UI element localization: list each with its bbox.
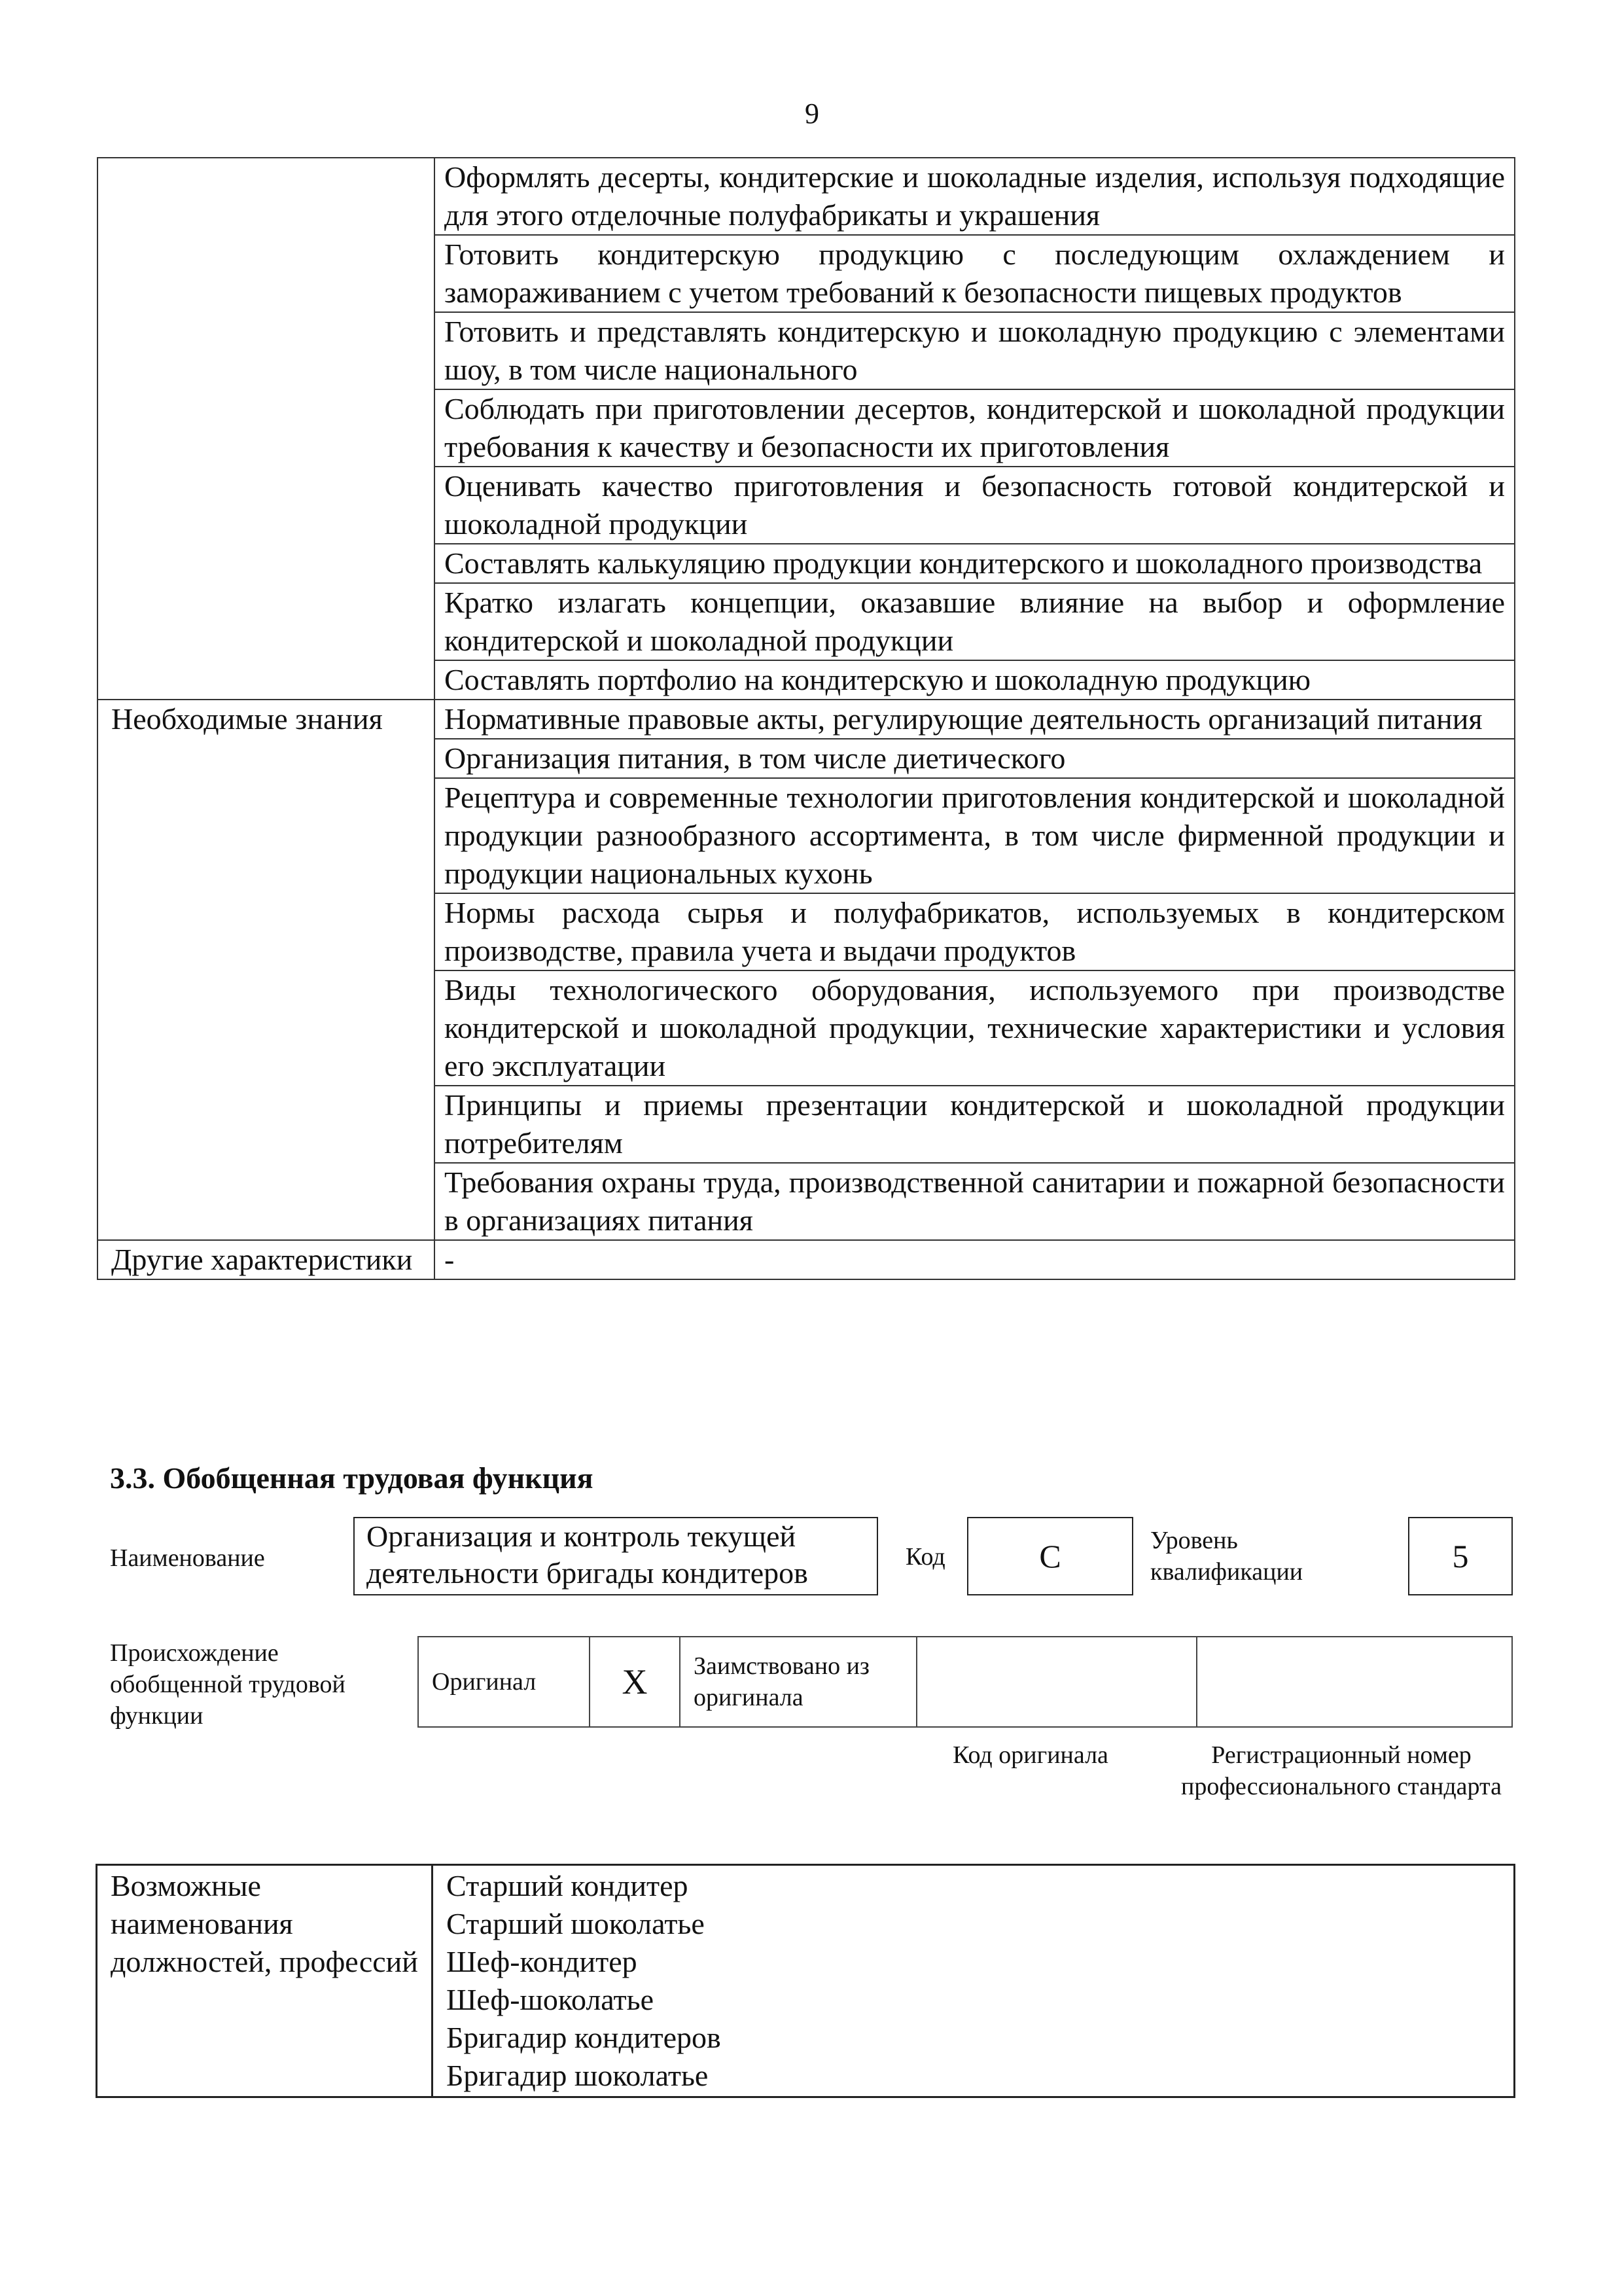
row-label-other: Другие характеристики <box>97 1240 434 1279</box>
origin-label: Происхождение обобщенной трудовой функции <box>110 1639 345 1730</box>
table-cell: Требования охраны труда, производственной санитарии и пожарной безопасности в организациях питания <box>434 1163 1515 1240</box>
list-item: Старший шоколатье <box>446 1907 705 1940</box>
table-cell: Готовить и представлять кондитерскую и шоколадную продукцию с элементами шоу, в том числе национального <box>434 312 1515 389</box>
row-label <box>97 158 434 700</box>
positions-cell <box>432 1865 1515 2097</box>
code-value-box: С <box>967 1517 1133 1595</box>
list-item: Шеф-шоколатье <box>446 1983 654 2016</box>
table-cell: Рецептура и современные технологии приготовления кондитерской и шоколадной продукции разнообразного ассортимента, в том числе фирменной продукции и продукции национальных кухонь <box>434 778 1515 893</box>
list-item: Бригадир кондитеров <box>446 2021 721 2054</box>
list-item: Бригадир шоколатье <box>446 2059 709 2092</box>
table-cell: Оформлять десерты, кондитерские и шоколадные изделия, используя подходящие для этого отделочные полуфабрикаты и украшения <box>434 158 1515 235</box>
page-number: 9 <box>805 98 819 130</box>
table-cell: Организация питания, в том числе диетического <box>434 739 1515 778</box>
original-mark: X <box>590 1637 680 1727</box>
name-label: Наименование <box>110 1544 265 1572</box>
table-cell: Готовить кондитерскую продукцию с последующим охлаждением и замораживанием с учетом требований к безопасности пищевых продуктов <box>434 235 1515 312</box>
section-title: 3.3. Обобщенная трудовая функция <box>110 1461 593 1495</box>
table-row <box>97 158 1515 235</box>
table-row <box>97 1240 1515 1279</box>
list-item: Старший кондитер <box>446 1869 688 1902</box>
positions-label: Возможные наименования должностей, профессий <box>97 1865 432 2097</box>
skills-knowledge-table <box>97 157 1515 1280</box>
code-original-cell <box>917 1637 1197 1727</box>
code-original-caption: Код оригинала <box>953 1741 1108 1769</box>
table-cell: Нормы расхода сырья и полуфабрикатов, используемых в кондитерском производстве, правила учета и выдачи продуктов <box>434 893 1515 970</box>
row-label-knowledge: Необходимые знания <box>97 700 434 1240</box>
table-cell: Кратко излагать концепции, оказавшие влияние на выбор и оформление кондитерской и шоколадной продукции <box>434 583 1515 660</box>
name-value-box: Организация и контроль текущей деятельности бригады кондитеров <box>353 1517 878 1595</box>
table-cell: Соблюдать при приготовлении десертов, кондитерской и шоколадной продукции требования к качеству и безопасности их приготовления <box>434 389 1515 467</box>
table-cell: Виды технологического оборудования, используемого при производстве кондитерской и шоколадной продукции, технические характеристики и условия его эксплуатации <box>434 970 1515 1086</box>
reg-number-caption: Регистрационный номер профессионального стандарта <box>1181 1741 1502 1800</box>
table-cell: Составлять портфолио на кондитерскую и шоколадную продукцию <box>434 660 1515 700</box>
origin-table <box>417 1636 1513 1728</box>
table-cell: Оценивать качество приготовления и безопасность готовой кондитерской и шоколадной продукции <box>434 467 1515 544</box>
level-label: Уровень квалификации <box>1150 1527 1303 1586</box>
table-row <box>97 700 1515 739</box>
positions-table <box>96 1864 1515 2098</box>
table-cell: Нормативные правовые акты, регулирующие деятельность организаций питания <box>434 700 1515 739</box>
table-row <box>97 1865 1515 2097</box>
borrowed-label: Заимствовано из оригинала <box>680 1637 917 1727</box>
level-value-box: 5 <box>1408 1517 1513 1595</box>
original-label: Оригинал <box>418 1637 590 1727</box>
table-cell: - <box>434 1240 1515 1279</box>
table-cell: Составлять калькуляцию продукции кондитерского и шоколадного производства <box>434 544 1515 583</box>
list-item: Шеф-кондитер <box>446 1945 637 1978</box>
table-cell: Принципы и приемы презентации кондитерской и шоколадной продукции потребителям <box>434 1086 1515 1163</box>
reg-number-cell <box>1197 1637 1512 1727</box>
code-label: Код <box>906 1543 945 1571</box>
